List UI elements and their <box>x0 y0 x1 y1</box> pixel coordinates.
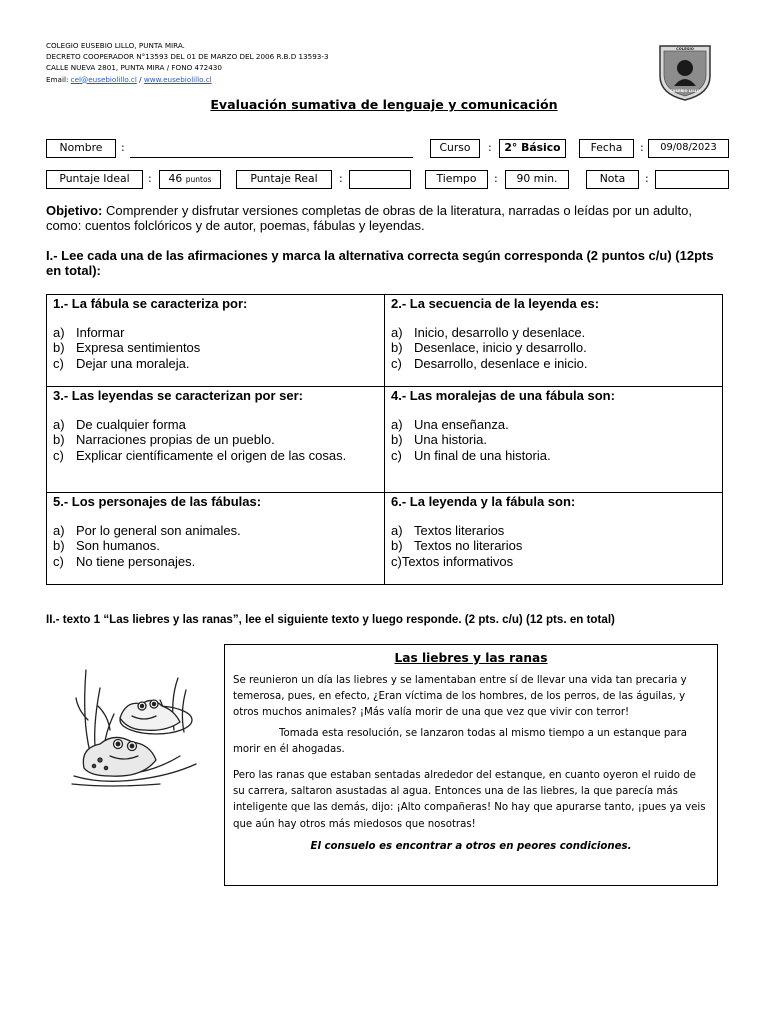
nota-colon: : <box>645 172 649 185</box>
option-text: Inicio, desarrollo y desenlace. <box>414 325 586 341</box>
fecha-colon: : <box>640 141 644 154</box>
option[interactable] <box>391 538 716 553</box>
option[interactable] <box>391 417 716 432</box>
option-text: Dejar una moraleja. <box>76 355 190 371</box>
nombre-colon: : <box>121 141 125 154</box>
frogs-illustration <box>70 660 210 788</box>
option[interactable] <box>53 432 378 447</box>
option[interactable] <box>391 432 716 447</box>
option-letter: a) <box>53 523 65 539</box>
question-5 <box>47 493 385 585</box>
option-text: De cualquier forma <box>76 417 186 433</box>
question-2 <box>385 295 723 387</box>
question-title: 5.- Los personajes de las fábulas: <box>53 494 262 509</box>
option[interactable] <box>53 448 378 463</box>
logo-text-bottom: EUSEBIO LILLO <box>670 89 700 93</box>
objetivo-text: Comprender y disfrutar versiones completas de obras de la literatura, narradas o leídas por un adulto, como: cuentos folclóricos y de autor, poemas, fábulas y leyendas. <box>46 203 692 233</box>
question-title: 1.- La fábula se caracteriza por: <box>53 296 248 311</box>
option-letter: c) <box>53 355 64 371</box>
puntaje-real-label: Puntaje Real <box>236 170 332 189</box>
school-header <box>46 40 329 85</box>
story-moral: El consuelo es encontrar a otros en peores condiciones. <box>310 840 632 852</box>
option[interactable] <box>391 340 716 355</box>
option[interactable] <box>391 325 716 340</box>
option-letter: a) <box>391 523 403 539</box>
option[interactable] <box>53 417 378 432</box>
option-text: Una historia. <box>414 432 487 448</box>
school-contact <box>46 74 329 85</box>
question-4 <box>385 387 723 493</box>
school-decree: DECRETO COOPERADOR N°13593 DEL 01 DE MARZO DEL 2006 R.B.D 13593-3 <box>46 52 329 62</box>
option-text: Una enseñanza. <box>414 417 509 433</box>
option-letter: a) <box>53 325 65 341</box>
story-box <box>224 644 718 886</box>
nombre-field[interactable] <box>130 142 413 158</box>
curso-label: Curso <box>430 139 480 158</box>
questions-table <box>46 294 723 585</box>
option-letter: b) <box>391 432 403 448</box>
email-link[interactable]: cel@eusebiolillo.cl <box>70 74 137 84</box>
option[interactable] <box>53 340 378 355</box>
question-6 <box>385 493 723 585</box>
story-paragraph-3: Pero las ranas que estaban sentadas alrededor del estanque, en cuanto oyeron el ruido de su carrera, saltaron asustadas al agua. Entonces una de las liebres, la que parecía más inteligente que las demás, dijo: ¡Alto compañeras! No hay que apurarse tanto, ¡pues ya veis que aún hay otros más miedosos que nosotras! <box>233 770 706 830</box>
option-letter: b) <box>53 432 65 448</box>
option-letter: a) <box>391 417 403 433</box>
story-paragraph-2: Tomada esta resolución, se lanzaron todas al mismo tiempo a un estanque para morir en él ahogadas. <box>233 727 688 755</box>
option[interactable] <box>391 554 716 569</box>
puntaje-ideal-colon: : <box>148 172 152 185</box>
option[interactable] <box>53 554 378 569</box>
nombre-label: Nombre <box>46 139 116 158</box>
curso-value: 2° Básico <box>499 139 566 158</box>
option-letter: c) <box>391 447 402 463</box>
option-text: No tiene personajes. <box>76 553 196 569</box>
school-name: COLEGIO EUSEBIO LILLO, PUNTA MIRA. <box>46 41 185 50</box>
question-1 <box>47 295 385 387</box>
option-letter: b) <box>53 340 65 356</box>
option-letter: c) <box>391 355 402 371</box>
option-letter: c) <box>53 553 64 569</box>
option[interactable] <box>53 356 378 371</box>
question-title: 6.- La leyenda y la fábula son: <box>391 494 576 509</box>
option-text: Expresa sentimientos <box>76 340 201 356</box>
puntaje-ideal-unit: puntos <box>185 175 212 184</box>
option[interactable] <box>53 538 378 553</box>
option-text: c)Textos informativos <box>391 553 514 569</box>
option-letter: c) <box>53 447 64 463</box>
option[interactable] <box>391 448 716 463</box>
tiempo-colon: : <box>494 172 498 185</box>
section1-title: I.- Lee cada una de las afirmaciones y marca la alternativa correcta según corresponda (2 puntos c/u) (12pts en total): <box>46 248 714 278</box>
option-text: Textos literarios <box>414 523 505 539</box>
story-paragraph-1: Se reunieron un día las liebres y se lamentaban entre sí de llevar una vida tan precaria y temerosa, pues, en efecto, ¿Eran víctima de los hombres, de los perros, de las águilas, y otros muchos animales? ¡Más valía morir de una que vez que vivir con terror! <box>233 675 687 719</box>
objetivo <box>46 203 722 233</box>
email-label: Email: <box>46 74 69 84</box>
fecha-label: Fecha <box>579 139 634 158</box>
option-letter: b) <box>53 538 65 554</box>
option-text: Textos no literarios <box>414 538 523 554</box>
puntaje-real-colon: : <box>339 172 343 185</box>
story-title: Las liebres y las ranas <box>394 651 548 665</box>
option-letter: a) <box>391 325 403 341</box>
puntaje-ideal-number: 46 <box>168 172 183 185</box>
puntaje-real-field[interactable] <box>349 170 411 189</box>
tiempo-label: Tiempo <box>425 170 488 189</box>
option-text: Desarrollo, desenlace e inicio. <box>414 355 588 371</box>
option-text: Son humanos. <box>76 538 160 554</box>
table-row <box>47 387 723 493</box>
page-title: Evaluación sumativa de lenguaje y comunicación <box>210 97 558 112</box>
curso-colon: : <box>488 141 492 154</box>
option[interactable] <box>391 356 716 371</box>
option-text: Informar <box>76 325 125 341</box>
section2-title: II.- texto 1 “Las liebres y las ranas”, lee el siguiente texto y luego responde. (2 pts. c/u) (12 pts. en total) <box>46 613 615 626</box>
option-letter: a) <box>53 417 65 433</box>
option-text: Narraciones propias de un pueblo. <box>76 432 275 448</box>
table-row <box>47 295 723 387</box>
logo-text-top: COLEGIO <box>676 47 694 51</box>
question-title: 2.- La secuencia de la leyenda es: <box>391 296 600 311</box>
option-text: Desenlace, inicio y desarrollo. <box>414 340 587 356</box>
objetivo-label: Objetivo: <box>46 203 103 218</box>
option[interactable] <box>53 325 378 340</box>
puntaje-ideal-value <box>159 170 221 189</box>
puntaje-ideal-label: Puntaje Ideal <box>46 170 143 189</box>
option[interactable] <box>391 523 716 538</box>
contact-separator: / <box>136 74 144 84</box>
question-3 <box>47 387 385 493</box>
school-address: CALLE NUEVA 2801, PUNTA MIRA / FONO 472430 <box>46 63 222 73</box>
table-row <box>47 493 723 585</box>
option[interactable] <box>53 523 378 538</box>
nota-label: Nota <box>586 170 639 189</box>
school-logo <box>656 42 714 102</box>
option-text: Explicar científicamente el origen de las cosas. <box>76 447 347 463</box>
website-link[interactable]: www.eusebiolillo.cl <box>143 74 212 84</box>
option-text: Un final de una historia. <box>414 447 551 463</box>
nota-field[interactable] <box>655 170 729 189</box>
option-text: Por lo general son animales. <box>76 523 241 539</box>
question-title: 3.- Las leyendas se caracterizan por ser: <box>53 388 304 403</box>
tiempo-value: 90 min. <box>505 170 569 189</box>
fecha-value: 09/08/2023 <box>648 139 729 158</box>
option-letter: b) <box>391 340 403 356</box>
question-title: 4.- Las moralejas de una fábula son: <box>391 388 615 403</box>
option-letter: b) <box>391 538 403 554</box>
